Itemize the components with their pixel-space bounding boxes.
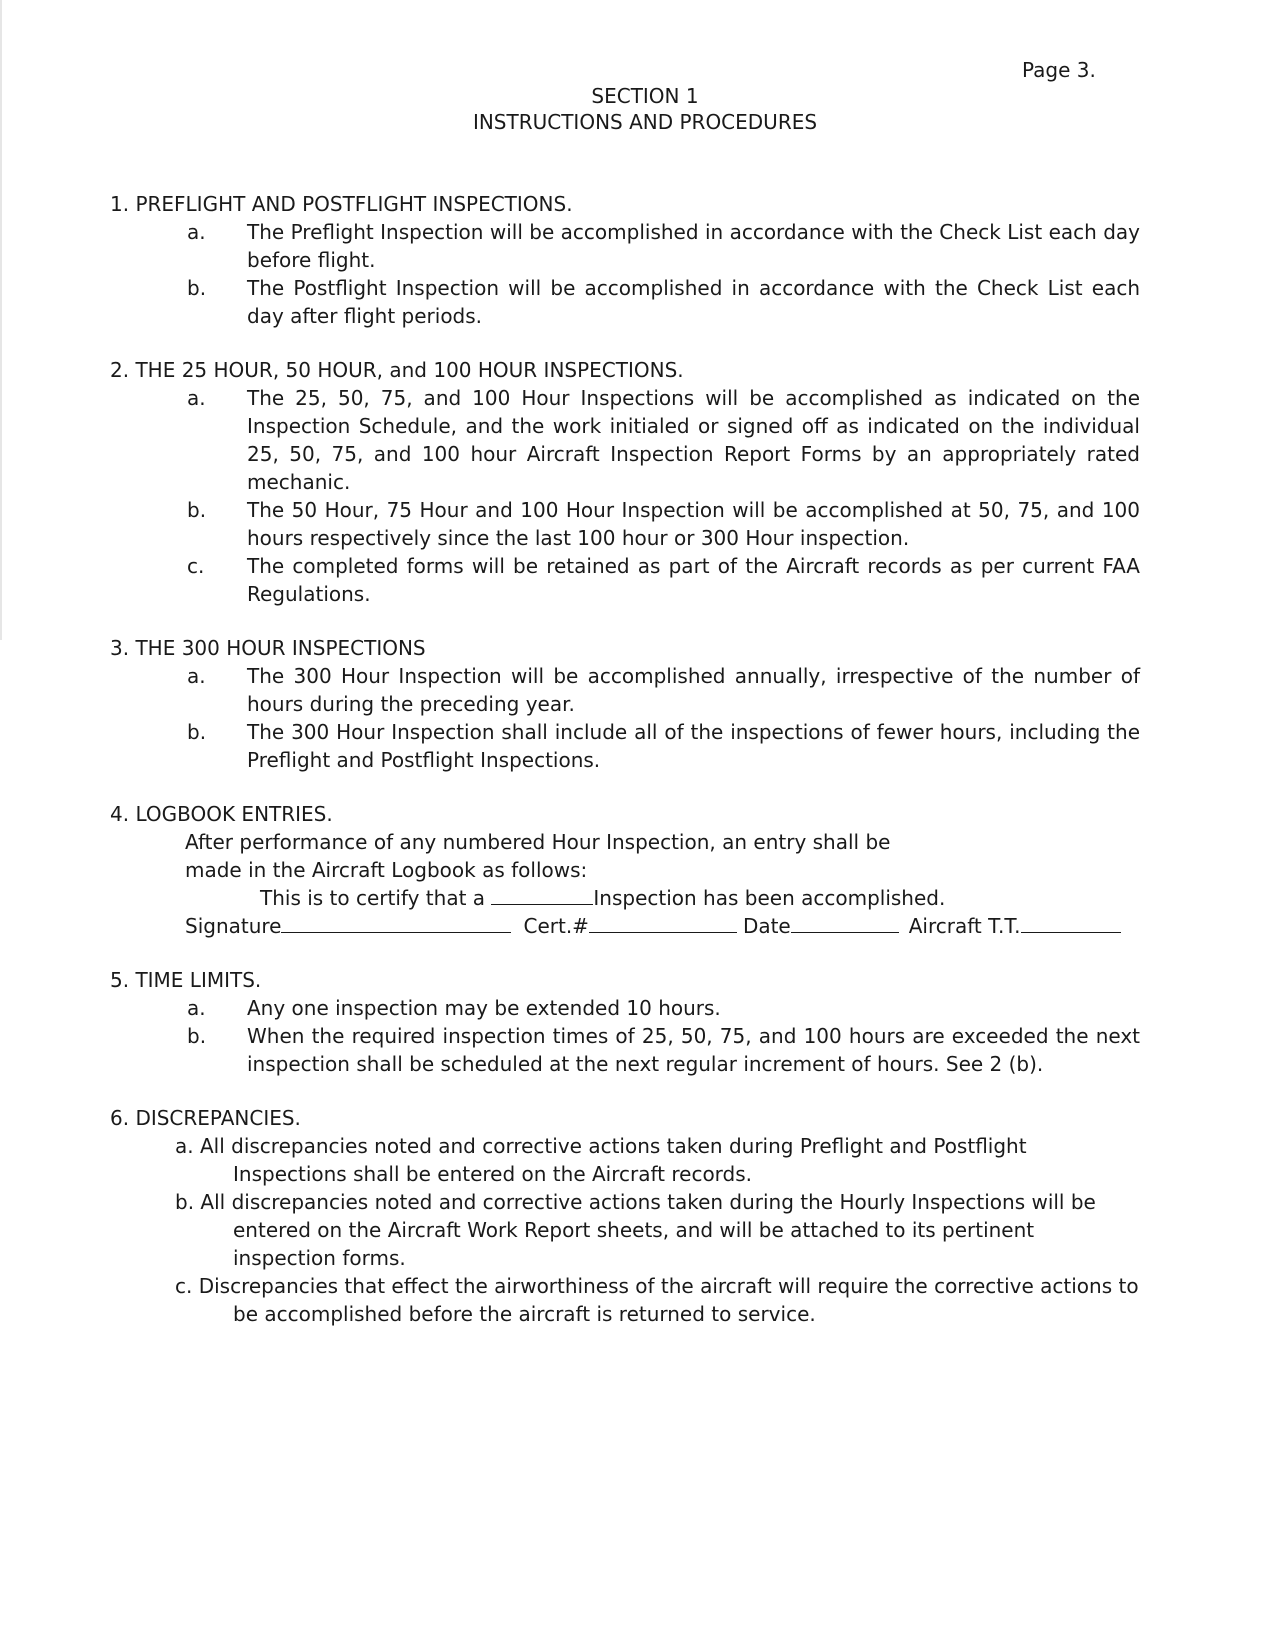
item-marker: a. xyxy=(187,996,206,1020)
cert-number-label: Cert.# xyxy=(523,914,589,938)
item-marker: b. xyxy=(187,720,207,744)
list-item xyxy=(110,552,1140,608)
item-text: The completed forms will be retained as part of the Aircraft records as per current FAA Regulations. xyxy=(247,554,1140,606)
list-item: a. All discrepancies noted and corrective actions taken during Preflight and Postflight Inspections shall be entered on the Aircraft records. xyxy=(175,1134,1027,1186)
section-time-limits xyxy=(110,966,1140,1078)
list-item: b. All discrepancies noted and corrective actions taken during the Hourly Inspections will be entered on the Aircraft Work Report sheets, and will be attached to its pertinent inspection forms. xyxy=(175,1190,1096,1270)
section-preflight xyxy=(110,190,1140,330)
cert-prefix: This is to certify that a xyxy=(260,886,492,910)
section-title: SECTION 1 xyxy=(591,84,699,108)
page-number: Page 3. xyxy=(1022,58,1096,82)
item-text: The 50 Hour, 75 Hour and 100 Hour Inspection will be accomplished at 50, 75, and 100 hours respectively since the last 100 hour or 300 Hour inspection. xyxy=(247,498,1140,550)
item-text: Any one inspection may be extended 10 hours. xyxy=(247,996,721,1020)
section-heading: 5. TIME LIMITS. xyxy=(110,968,262,992)
date-blank[interactable] xyxy=(791,914,899,933)
list-item xyxy=(110,218,1140,274)
section-subtitle: INSTRUCTIONS AND PROCEDURES xyxy=(472,110,818,134)
section-discrepancies xyxy=(110,1104,1140,1328)
section-heading: 1. PREFLIGHT AND POSTFLIGHT INSPECTIONS. xyxy=(110,192,573,216)
item-marker: a. xyxy=(187,220,206,244)
item-text: The 300 Hour Inspection shall include all of the inspections of fewer hours, including the Preflight and Postflight Inspections. xyxy=(247,720,1140,772)
item-text: The 300 Hour Inspection will be accomplished annually, irrespective of the number of hours during the preceding year. xyxy=(247,664,1140,716)
signature-blank[interactable] xyxy=(281,914,511,933)
aircraft-tt-label: Aircraft T.T. xyxy=(908,914,1021,938)
section-heading: 6. DISCREPANCIES. xyxy=(110,1106,301,1130)
item-marker: b. xyxy=(187,1024,207,1048)
item-marker: b. xyxy=(187,498,207,522)
certification-line xyxy=(110,884,1140,912)
cert-suffix: Inspection has been accomplished. xyxy=(593,886,946,910)
list-item xyxy=(110,384,1140,496)
section-hour-inspections xyxy=(110,356,1140,608)
item-text: The 25, 50, 75, and 100 Hour Inspections will be accomplished as indicated on the Inspection Schedule, and the work initialed or signed off as indicated on the individual 25, 50, 75, and 100 hour Aircraft Inspection Report Forms by an appropriately rated mechanic. xyxy=(247,386,1140,494)
section-300-hour xyxy=(110,634,1140,774)
date-label: Date xyxy=(742,914,791,938)
list-item xyxy=(110,994,1140,1022)
signature-row xyxy=(110,912,1140,940)
list-item xyxy=(110,274,1140,330)
section-heading: 4. LOGBOOK ENTRIES. xyxy=(110,802,333,826)
list-item: c. Discrepancies that effect the airworthiness of the aircraft will require the corrective actions to be accomplished before the aircraft is returned to service. xyxy=(175,1274,1139,1326)
list-item xyxy=(110,662,1140,718)
list-item xyxy=(110,496,1140,552)
item-text: The Postflight Inspection will be accomplished in accordance with the Check List each day after flight periods. xyxy=(247,276,1140,328)
list-item xyxy=(110,1022,1140,1078)
item-text: The Preflight Inspection will be accomplished in accordance with the Check List each day before flight. xyxy=(247,220,1140,272)
aircraft-tt-blank[interactable] xyxy=(1021,914,1121,933)
item-text: When the required inspection times of 25, 50, 75, and 100 hours are exceeded the next inspection shall be scheduled at the next regular increment of hours. See 2 (b). xyxy=(247,1024,1140,1076)
logbook-paragraph-line: After performance of any numbered Hour Inspection, an entry shall be xyxy=(185,830,891,854)
section-heading: 2. THE 25 HOUR, 50 HOUR, and 100 HOUR INSPECTIONS. xyxy=(110,358,684,382)
signature-label: Signature xyxy=(185,914,282,938)
cert-number-blank[interactable] xyxy=(589,914,737,933)
section-heading: 3. THE 300 HOUR INSPECTIONS xyxy=(110,636,426,660)
item-marker: a. xyxy=(187,386,206,410)
item-marker: a. xyxy=(187,664,206,688)
logbook-paragraph-line: made in the Aircraft Logbook as follows: xyxy=(185,858,588,882)
item-marker: b. xyxy=(187,276,207,300)
list-item xyxy=(110,718,1140,774)
document-body xyxy=(110,190,1140,1354)
section-logbook xyxy=(110,800,1140,940)
item-marker: c. xyxy=(187,554,205,578)
inspection-type-blank[interactable] xyxy=(491,886,593,905)
